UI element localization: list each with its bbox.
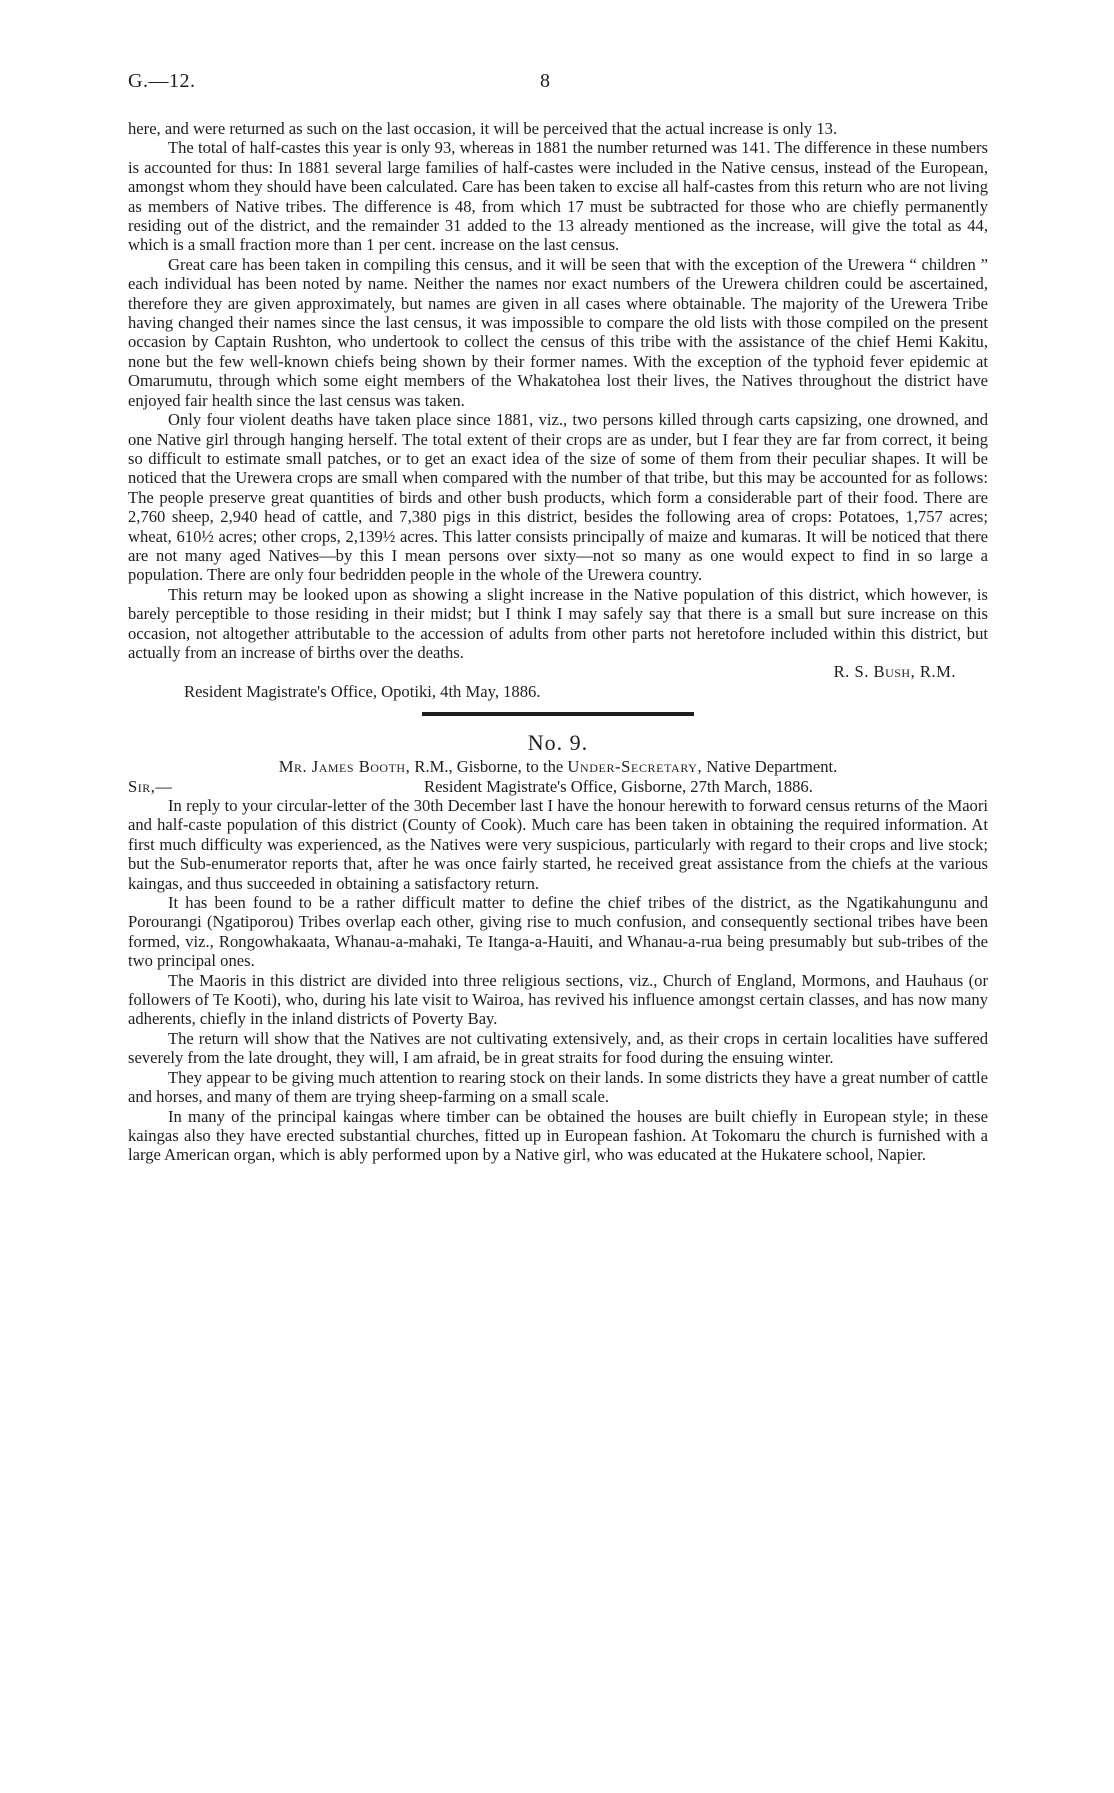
sender-detail: R.M., Gisborne, to the xyxy=(410,757,568,777)
document-number: No. 9. xyxy=(527,730,589,756)
salutation: Sir,— xyxy=(128,776,173,796)
paragraph: It has been found to be a rather difficult matter to define the chief tribes of the district, as the Ngatikahungunu and Porourangi (Ngatiporou) Tribes overlap each other, giving rise to much confusion, and consequently sectional tribes have been formed, viz., Rongowhakaata, Whanau-a-mahaki, Te Itanga-a-Hauiti, and Whanau-a-rua being presumably but sub-tribes of the two principal ones. xyxy=(128,893,988,971)
signature: R. S. Bush, R.M. xyxy=(833,662,956,682)
paragraph: The return will show that the Natives are not cultivating extensively, and, as their crops in certain localities have suffered severely from the late drought, they will, I am afraid, be in great straits for food during the ensuing winter. xyxy=(128,1028,988,1068)
recipient-title: Under-Secretary, xyxy=(567,757,703,777)
sender-name: Mr. James Booth, xyxy=(278,757,411,777)
paragraph: In many of the principal kaingas where timber can be obtained the houses are built chiefly in European style; in these kaingas also they have erected substantial churches, fitted up in European fashion. At Tokomaru the church is furnished with a large American organ, which is ably performed upon by a Native girl, who was educated at the Hukatere school, Napier. xyxy=(128,1106,988,1165)
document-code: G.—12. xyxy=(128,70,196,92)
page-number: 8 xyxy=(540,70,551,92)
paragraph: here, and were returned as such on the last occasion, it will be perceived that the actual increase is only 13. xyxy=(128,119,838,138)
recipient-detail: Native Department. xyxy=(702,757,838,777)
paragraph: Great care has been taken in compiling this census, and it will be seen that with the exception of the Urewera “ children ” each individual has been noted by name. Neither the names nor exact numbers of the Urewera children could be ascertained, therefore they are given approximately, but names are given in all cases where obtainable. The majority of the Urewera Tribe having changed their names since the last census, it was impossible to compare the old lists with those compiled on the present occasion by Captain Rushton, who undertook to collect the census of this tribe with the assistance of the chief Hemi Kakitu, none but the few well-known chiefs being shown by their former names. With the exception of the typhoid fever epidemic at Omarumutu, through which some eight members of the Whakatohea lost their lives, the Natives throughout the district have enjoyed fair health since the last census was taken. xyxy=(128,254,988,410)
paragraph: The total of half-castes this year is only 93, whereas in 1881 the number returned was 141. The difference in these numbers is accounted for thus: In 1881 several large families of half-castes were included in the Native census, instead of the European, amongst whom they should have been calculated. Care has been taken to excise all half-castes from this return who are not living as members of Native tribes. The difference is 48, from which 17 must be subtracted for those who are chiefly permanently residing out of the district, and the remainder 31 added to the 13 already mentioned as the increase, will give the total as 44, which is a small fraction more than 1 per cent. increase on the last census. xyxy=(128,138,988,255)
salutation-line xyxy=(128,777,988,796)
document-body xyxy=(128,119,988,1165)
signature-line xyxy=(128,662,988,681)
paragraph: This return may be looked upon as showing a slight increase in the Native population of this district, which however, is barely perceptible to those residing in their midst; but I think I may safely say that there is a small but sure increase on this occasion, not altogether attributable to the accession of adults from other parts not heretofore included within this district, but actually from an increase of births over the deaths. xyxy=(128,584,988,662)
place-date: Resident Magistrate's Office, Opotiki, 4th May, 1886. xyxy=(184,681,541,701)
paragraph: In reply to your circular-letter of the 30th December last I have the honour herewith to forward census returns of the Maori and half-caste population of this district (County of Cook). Much care has been taken in obtaining the required information. At first much difficulty was experienced, as the Natives were very suspicious, particularly with regard to their crops and live stock; but the Sub-enumerator reports that, after he was once fairly started, he received great assistance from the chiefs at the various kaingas, and thus succeeded in obtaining a satisfactory return. xyxy=(128,796,988,893)
paragraph: They appear to be giving much attention to rearing stock on their lands. In some districts they have a great number of cattle and horses, and many of them are trying sheep-farming on a small scale. xyxy=(128,1067,988,1107)
section-divider xyxy=(422,712,694,716)
paragraph: Only four violent deaths have taken place since 1881, viz., two persons killed through carts capsizing, one drowned, and one Native girl through hanging herself. The total extent of their crops are as under, but I fear they are far from correct, it being so difficult to estimate small patches, or to get an exact idea of the size of some of them from their peculiar shapes. It will be noticed that the Urewera crops are small when compared with the number of that tribe, but this may be accounted for as follows: The people preserve great quantities of birds and other bush products, which form a considerable part of their food. There are 2,760 sheep, 2,940 head of cattle, and 7,380 pigs in this district, besides the following area of crops: Potatoes, 1,757 acres; wheat, 610½ acres; other crops, 2,139½ acres. This latter consists principally of maize and kumaras. It will be noticed that there are not many aged Natives—by this I mean persons over sixty—not so many as one would expect to find in so large a population. There are only four bedridden people in the whole of the Urewera country. xyxy=(128,410,988,585)
address-date: Resident Magistrate's Office, Gisborne, 27th March, 1886. xyxy=(424,776,813,796)
letter-heading xyxy=(128,757,988,776)
paragraph: The Maoris in this district are divided into three religious sections, viz., Church of England, Mormons, and Hauhaus (or followers of Te Kooti), who, during his late visit to Wairoa, has revived his influence amongst certain classes, and has now many adherents, chiefly in the inland districts of Poverty Bay. xyxy=(128,970,988,1029)
